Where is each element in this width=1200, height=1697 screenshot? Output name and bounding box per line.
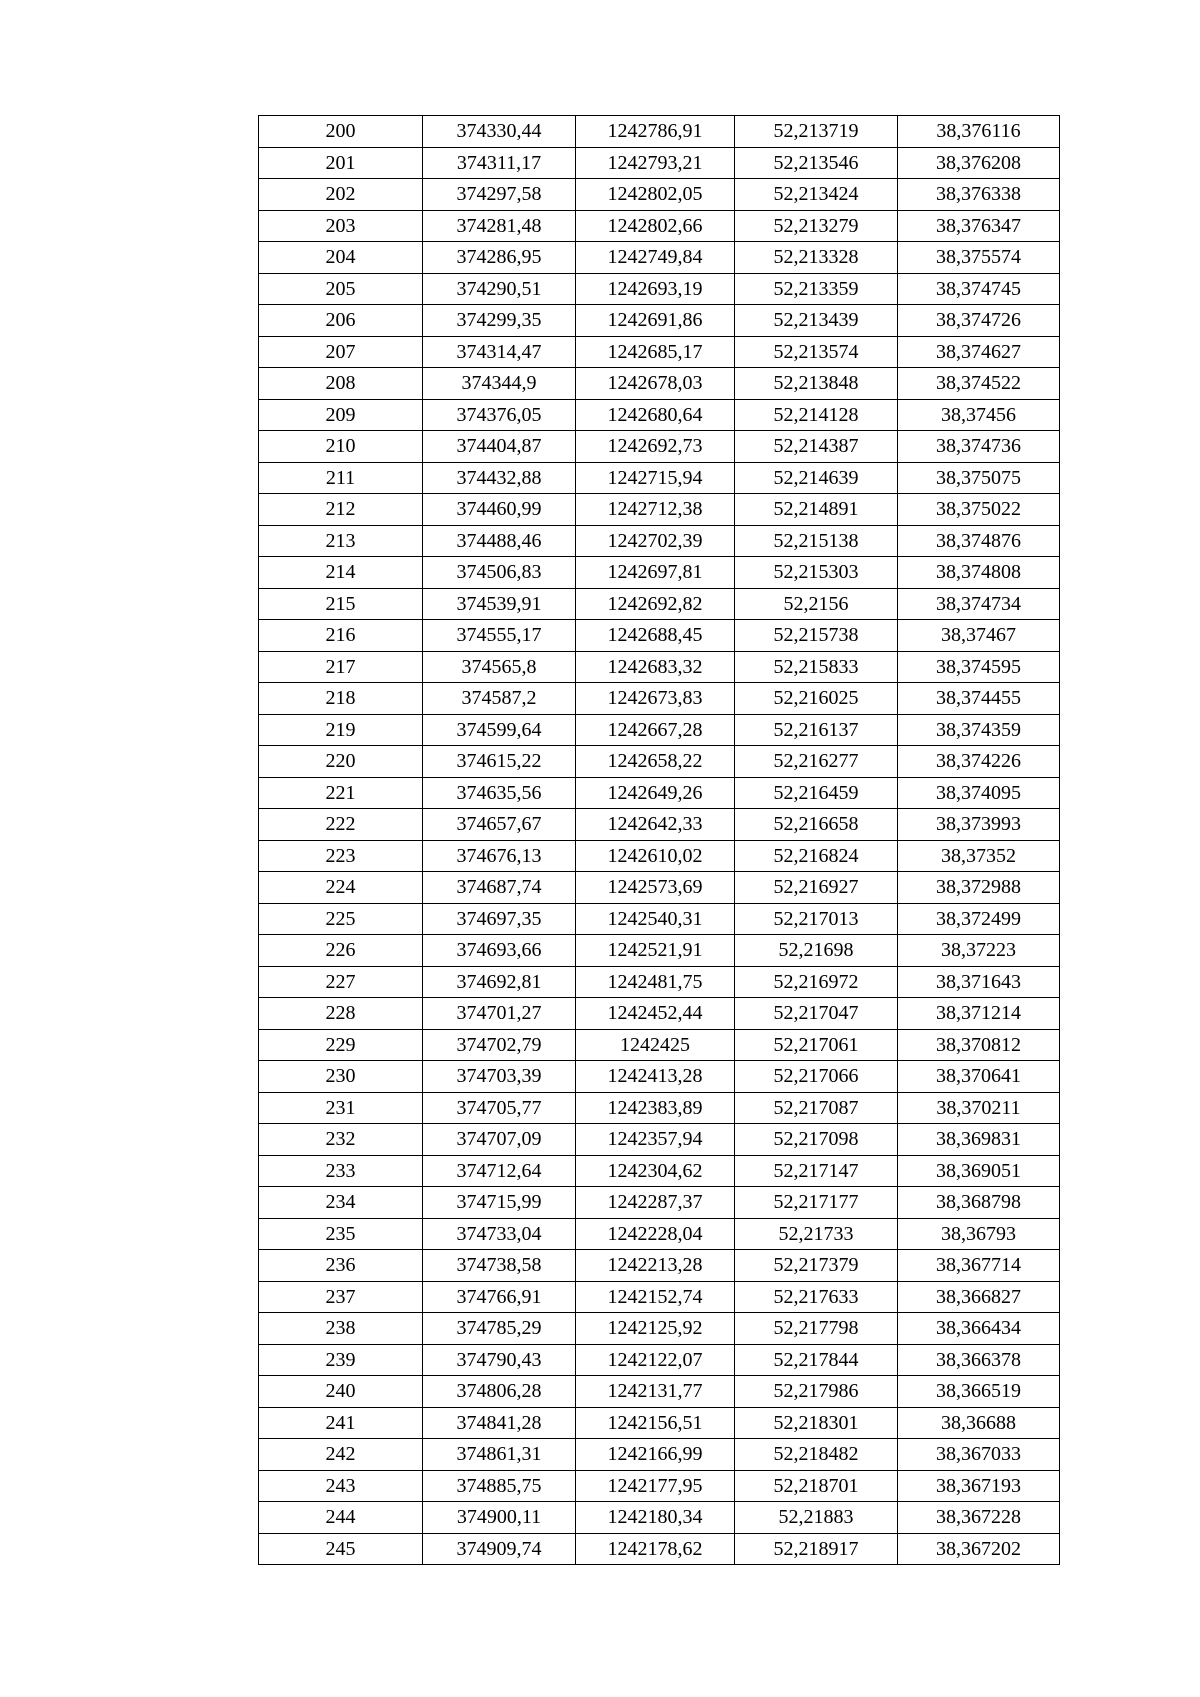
x-coordinate-cell: 374693,66 xyxy=(423,935,576,967)
table-row xyxy=(259,1029,1060,1061)
y-coordinate-cell: 1242452,44 xyxy=(576,998,735,1030)
point-number-cell: 244 xyxy=(259,1502,423,1534)
x-coordinate-cell: 374314,47 xyxy=(423,336,576,368)
point-number-cell: 213 xyxy=(259,525,423,557)
x-coordinate-cell: 374733,04 xyxy=(423,1218,576,1250)
x-coordinate-cell: 374790,43 xyxy=(423,1344,576,1376)
point-number-cell: 217 xyxy=(259,651,423,683)
latitude-cell: 52,214128 xyxy=(735,399,898,431)
point-number-cell: 201 xyxy=(259,147,423,179)
latitude-cell: 52,213546 xyxy=(735,147,898,179)
latitude-cell: 52,217633 xyxy=(735,1281,898,1313)
table-row xyxy=(259,903,1060,935)
y-coordinate-cell: 1242131,77 xyxy=(576,1376,735,1408)
table-row xyxy=(259,242,1060,274)
table-row xyxy=(259,998,1060,1030)
point-number-cell: 224 xyxy=(259,872,423,904)
latitude-cell: 52,216459 xyxy=(735,777,898,809)
latitude-cell: 52,216824 xyxy=(735,840,898,872)
y-coordinate-cell: 1242125,92 xyxy=(576,1313,735,1345)
latitude-cell: 52,216658 xyxy=(735,809,898,841)
point-number-cell: 218 xyxy=(259,683,423,715)
x-coordinate-cell: 374697,35 xyxy=(423,903,576,935)
longitude-cell: 38,376347 xyxy=(898,210,1060,242)
longitude-cell: 38,374455 xyxy=(898,683,1060,715)
table-row xyxy=(259,1470,1060,1502)
x-coordinate-cell: 374565,8 xyxy=(423,651,576,683)
table-row xyxy=(259,179,1060,211)
latitude-cell: 52,218301 xyxy=(735,1407,898,1439)
y-coordinate-cell: 1242683,32 xyxy=(576,651,735,683)
table-row xyxy=(259,336,1060,368)
y-coordinate-cell: 1242642,33 xyxy=(576,809,735,841)
y-coordinate-cell: 1242697,81 xyxy=(576,557,735,589)
table-row xyxy=(259,1187,1060,1219)
table-row xyxy=(259,1313,1060,1345)
table-row xyxy=(259,620,1060,652)
table-row xyxy=(259,1344,1060,1376)
longitude-cell: 38,374876 xyxy=(898,525,1060,557)
x-coordinate-cell: 374281,48 xyxy=(423,210,576,242)
latitude-cell: 52,21698 xyxy=(735,935,898,967)
point-number-cell: 219 xyxy=(259,714,423,746)
x-coordinate-cell: 374297,58 xyxy=(423,179,576,211)
point-number-cell: 203 xyxy=(259,210,423,242)
y-coordinate-cell: 1242304,62 xyxy=(576,1155,735,1187)
point-number-cell: 231 xyxy=(259,1092,423,1124)
x-coordinate-cell: 374909,74 xyxy=(423,1533,576,1565)
y-coordinate-cell: 1242540,31 xyxy=(576,903,735,935)
longitude-cell: 38,376338 xyxy=(898,179,1060,211)
longitude-cell: 38,370211 xyxy=(898,1092,1060,1124)
table-row xyxy=(259,872,1060,904)
longitude-cell: 38,366434 xyxy=(898,1313,1060,1345)
x-coordinate-cell: 374900,11 xyxy=(423,1502,576,1534)
y-coordinate-cell: 1242693,19 xyxy=(576,273,735,305)
table-row xyxy=(259,966,1060,998)
point-number-cell: 226 xyxy=(259,935,423,967)
y-coordinate-cell: 1242786,91 xyxy=(576,116,735,148)
y-coordinate-cell: 1242383,89 xyxy=(576,1092,735,1124)
table-row xyxy=(259,1155,1060,1187)
latitude-cell: 52,215738 xyxy=(735,620,898,652)
y-coordinate-cell: 1242685,17 xyxy=(576,336,735,368)
longitude-cell: 38,370641 xyxy=(898,1061,1060,1093)
point-number-cell: 242 xyxy=(259,1439,423,1471)
point-number-cell: 202 xyxy=(259,179,423,211)
latitude-cell: 52,217066 xyxy=(735,1061,898,1093)
table-row xyxy=(259,525,1060,557)
y-coordinate-cell: 1242521,91 xyxy=(576,935,735,967)
x-coordinate-cell: 374707,09 xyxy=(423,1124,576,1156)
y-coordinate-cell: 1242680,64 xyxy=(576,399,735,431)
latitude-cell: 52,217798 xyxy=(735,1313,898,1345)
table-row xyxy=(259,651,1060,683)
table-row xyxy=(259,683,1060,715)
y-coordinate-cell: 1242425 xyxy=(576,1029,735,1061)
longitude-cell: 38,371214 xyxy=(898,998,1060,1030)
x-coordinate-cell: 374488,46 xyxy=(423,525,576,557)
latitude-cell: 52,217047 xyxy=(735,998,898,1030)
longitude-cell: 38,376116 xyxy=(898,116,1060,148)
latitude-cell: 52,213439 xyxy=(735,305,898,337)
x-coordinate-cell: 374599,64 xyxy=(423,714,576,746)
x-coordinate-cell: 374555,17 xyxy=(423,620,576,652)
y-coordinate-cell: 1242658,22 xyxy=(576,746,735,778)
point-number-cell: 237 xyxy=(259,1281,423,1313)
longitude-cell: 38,374734 xyxy=(898,588,1060,620)
x-coordinate-cell: 374286,95 xyxy=(423,242,576,274)
x-coordinate-cell: 374785,29 xyxy=(423,1313,576,1345)
latitude-cell: 52,216137 xyxy=(735,714,898,746)
table-row xyxy=(259,494,1060,526)
latitude-cell: 52,216277 xyxy=(735,746,898,778)
table-row xyxy=(259,431,1060,463)
longitude-cell: 38,367228 xyxy=(898,1502,1060,1534)
latitude-cell: 52,217844 xyxy=(735,1344,898,1376)
point-number-cell: 228 xyxy=(259,998,423,1030)
longitude-cell: 38,367714 xyxy=(898,1250,1060,1282)
point-number-cell: 227 xyxy=(259,966,423,998)
x-coordinate-cell: 374861,31 xyxy=(423,1439,576,1471)
longitude-cell: 38,37352 xyxy=(898,840,1060,872)
x-coordinate-cell: 374692,81 xyxy=(423,966,576,998)
x-coordinate-cell: 374299,35 xyxy=(423,305,576,337)
latitude-cell: 52,217147 xyxy=(735,1155,898,1187)
longitude-cell: 38,372988 xyxy=(898,872,1060,904)
table-row xyxy=(259,1124,1060,1156)
point-number-cell: 243 xyxy=(259,1470,423,1502)
point-number-cell: 235 xyxy=(259,1218,423,1250)
point-number-cell: 221 xyxy=(259,777,423,809)
latitude-cell: 52,215303 xyxy=(735,557,898,589)
longitude-cell: 38,36793 xyxy=(898,1218,1060,1250)
latitude-cell: 52,216025 xyxy=(735,683,898,715)
table-row xyxy=(259,1533,1060,1565)
latitude-cell: 52,218701 xyxy=(735,1470,898,1502)
y-coordinate-cell: 1242122,07 xyxy=(576,1344,735,1376)
y-coordinate-cell: 1242691,86 xyxy=(576,305,735,337)
longitude-cell: 38,366378 xyxy=(898,1344,1060,1376)
longitude-cell: 38,366519 xyxy=(898,1376,1060,1408)
y-coordinate-cell: 1242228,04 xyxy=(576,1218,735,1250)
longitude-cell: 38,374808 xyxy=(898,557,1060,589)
coordinates-table-body xyxy=(259,116,1060,1565)
y-coordinate-cell: 1242156,51 xyxy=(576,1407,735,1439)
point-number-cell: 233 xyxy=(259,1155,423,1187)
latitude-cell: 52,213719 xyxy=(735,116,898,148)
point-number-cell: 209 xyxy=(259,399,423,431)
y-coordinate-cell: 1242715,94 xyxy=(576,462,735,494)
latitude-cell: 52,214639 xyxy=(735,462,898,494)
point-number-cell: 210 xyxy=(259,431,423,463)
y-coordinate-cell: 1242793,21 xyxy=(576,147,735,179)
latitude-cell: 52,215138 xyxy=(735,525,898,557)
latitude-cell: 52,213359 xyxy=(735,273,898,305)
point-number-cell: 225 xyxy=(259,903,423,935)
longitude-cell: 38,374736 xyxy=(898,431,1060,463)
longitude-cell: 38,371643 xyxy=(898,966,1060,998)
y-coordinate-cell: 1242610,02 xyxy=(576,840,735,872)
table-row xyxy=(259,714,1060,746)
y-coordinate-cell: 1242180,34 xyxy=(576,1502,735,1534)
latitude-cell: 52,213848 xyxy=(735,368,898,400)
longitude-cell: 38,374226 xyxy=(898,746,1060,778)
x-coordinate-cell: 374330,44 xyxy=(423,116,576,148)
x-coordinate-cell: 374715,99 xyxy=(423,1187,576,1219)
longitude-cell: 38,373993 xyxy=(898,809,1060,841)
table-row xyxy=(259,273,1060,305)
table-row xyxy=(259,116,1060,148)
y-coordinate-cell: 1242166,99 xyxy=(576,1439,735,1471)
y-coordinate-cell: 1242692,82 xyxy=(576,588,735,620)
table-row xyxy=(259,305,1060,337)
table-row xyxy=(259,368,1060,400)
point-number-cell: 212 xyxy=(259,494,423,526)
latitude-cell: 52,21883 xyxy=(735,1502,898,1534)
longitude-cell: 38,375075 xyxy=(898,462,1060,494)
y-coordinate-cell: 1242749,84 xyxy=(576,242,735,274)
point-number-cell: 207 xyxy=(259,336,423,368)
table-row xyxy=(259,588,1060,620)
longitude-cell: 38,368798 xyxy=(898,1187,1060,1219)
latitude-cell: 52,213328 xyxy=(735,242,898,274)
longitude-cell: 38,374627 xyxy=(898,336,1060,368)
x-coordinate-cell: 374738,58 xyxy=(423,1250,576,1282)
longitude-cell: 38,375574 xyxy=(898,242,1060,274)
latitude-cell: 52,214387 xyxy=(735,431,898,463)
y-coordinate-cell: 1242287,37 xyxy=(576,1187,735,1219)
x-coordinate-cell: 374290,51 xyxy=(423,273,576,305)
point-number-cell: 200 xyxy=(259,116,423,148)
point-number-cell: 204 xyxy=(259,242,423,274)
x-coordinate-cell: 374311,17 xyxy=(423,147,576,179)
point-number-cell: 216 xyxy=(259,620,423,652)
coordinates-table xyxy=(258,115,1060,1565)
table-row xyxy=(259,210,1060,242)
x-coordinate-cell: 374705,77 xyxy=(423,1092,576,1124)
point-number-cell: 241 xyxy=(259,1407,423,1439)
table-row xyxy=(259,1376,1060,1408)
y-coordinate-cell: 1242802,05 xyxy=(576,179,735,211)
x-coordinate-cell: 374841,28 xyxy=(423,1407,576,1439)
x-coordinate-cell: 374712,64 xyxy=(423,1155,576,1187)
latitude-cell: 52,217013 xyxy=(735,903,898,935)
point-number-cell: 234 xyxy=(259,1187,423,1219)
table-row xyxy=(259,1092,1060,1124)
y-coordinate-cell: 1242667,28 xyxy=(576,714,735,746)
longitude-cell: 38,36688 xyxy=(898,1407,1060,1439)
latitude-cell: 52,216972 xyxy=(735,966,898,998)
x-coordinate-cell: 374344,9 xyxy=(423,368,576,400)
point-number-cell: 206 xyxy=(259,305,423,337)
x-coordinate-cell: 374635,56 xyxy=(423,777,576,809)
latitude-cell: 52,214891 xyxy=(735,494,898,526)
x-coordinate-cell: 374657,67 xyxy=(423,809,576,841)
latitude-cell: 52,217986 xyxy=(735,1376,898,1408)
longitude-cell: 38,367202 xyxy=(898,1533,1060,1565)
table-row xyxy=(259,1250,1060,1282)
y-coordinate-cell: 1242802,66 xyxy=(576,210,735,242)
table-row xyxy=(259,1281,1060,1313)
point-number-cell: 211 xyxy=(259,462,423,494)
longitude-cell: 38,367193 xyxy=(898,1470,1060,1502)
latitude-cell: 52,217098 xyxy=(735,1124,898,1156)
longitude-cell: 38,374745 xyxy=(898,273,1060,305)
table-row xyxy=(259,147,1060,179)
y-coordinate-cell: 1242673,83 xyxy=(576,683,735,715)
x-coordinate-cell: 374766,91 xyxy=(423,1281,576,1313)
y-coordinate-cell: 1242481,75 xyxy=(576,966,735,998)
longitude-cell: 38,369051 xyxy=(898,1155,1060,1187)
table-row xyxy=(259,777,1060,809)
x-coordinate-cell: 374806,28 xyxy=(423,1376,576,1408)
table-row xyxy=(259,557,1060,589)
latitude-cell: 52,217087 xyxy=(735,1092,898,1124)
table-row xyxy=(259,809,1060,841)
latitude-cell: 52,217061 xyxy=(735,1029,898,1061)
longitude-cell: 38,374359 xyxy=(898,714,1060,746)
y-coordinate-cell: 1242678,03 xyxy=(576,368,735,400)
point-number-cell: 236 xyxy=(259,1250,423,1282)
point-number-cell: 222 xyxy=(259,809,423,841)
latitude-cell: 52,218917 xyxy=(735,1533,898,1565)
y-coordinate-cell: 1242712,38 xyxy=(576,494,735,526)
y-coordinate-cell: 1242688,45 xyxy=(576,620,735,652)
point-number-cell: 208 xyxy=(259,368,423,400)
table-row xyxy=(259,1218,1060,1250)
table-row xyxy=(259,1439,1060,1471)
x-coordinate-cell: 374506,83 xyxy=(423,557,576,589)
longitude-cell: 38,37223 xyxy=(898,935,1060,967)
x-coordinate-cell: 374615,22 xyxy=(423,746,576,778)
table-row xyxy=(259,1502,1060,1534)
longitude-cell: 38,37456 xyxy=(898,399,1060,431)
y-coordinate-cell: 1242357,94 xyxy=(576,1124,735,1156)
longitude-cell: 38,370812 xyxy=(898,1029,1060,1061)
y-coordinate-cell: 1242413,28 xyxy=(576,1061,735,1093)
point-number-cell: 232 xyxy=(259,1124,423,1156)
table-row xyxy=(259,935,1060,967)
y-coordinate-cell: 1242178,62 xyxy=(576,1533,735,1565)
latitude-cell: 52,213424 xyxy=(735,179,898,211)
y-coordinate-cell: 1242692,73 xyxy=(576,431,735,463)
y-coordinate-cell: 1242177,95 xyxy=(576,1470,735,1502)
table-row xyxy=(259,746,1060,778)
x-coordinate-cell: 374587,2 xyxy=(423,683,576,715)
latitude-cell: 52,218482 xyxy=(735,1439,898,1471)
y-coordinate-cell: 1242213,28 xyxy=(576,1250,735,1282)
point-number-cell: 245 xyxy=(259,1533,423,1565)
longitude-cell: 38,375022 xyxy=(898,494,1060,526)
longitude-cell: 38,374595 xyxy=(898,651,1060,683)
x-coordinate-cell: 374702,79 xyxy=(423,1029,576,1061)
longitude-cell: 38,374726 xyxy=(898,305,1060,337)
longitude-cell: 38,376208 xyxy=(898,147,1060,179)
table-row xyxy=(259,462,1060,494)
latitude-cell: 52,2156 xyxy=(735,588,898,620)
point-number-cell: 205 xyxy=(259,273,423,305)
latitude-cell: 52,213279 xyxy=(735,210,898,242)
y-coordinate-cell: 1242649,26 xyxy=(576,777,735,809)
latitude-cell: 52,216927 xyxy=(735,872,898,904)
longitude-cell: 38,37467 xyxy=(898,620,1060,652)
table-row xyxy=(259,1061,1060,1093)
point-number-cell: 223 xyxy=(259,840,423,872)
x-coordinate-cell: 374701,27 xyxy=(423,998,576,1030)
x-coordinate-cell: 374703,39 xyxy=(423,1061,576,1093)
point-number-cell: 230 xyxy=(259,1061,423,1093)
x-coordinate-cell: 374432,88 xyxy=(423,462,576,494)
y-coordinate-cell: 1242702,39 xyxy=(576,525,735,557)
latitude-cell: 52,215833 xyxy=(735,651,898,683)
latitude-cell: 52,21733 xyxy=(735,1218,898,1250)
table-row xyxy=(259,840,1060,872)
point-number-cell: 229 xyxy=(259,1029,423,1061)
longitude-cell: 38,369831 xyxy=(898,1124,1060,1156)
x-coordinate-cell: 374885,75 xyxy=(423,1470,576,1502)
table-row xyxy=(259,1407,1060,1439)
longitude-cell: 38,372499 xyxy=(898,903,1060,935)
x-coordinate-cell: 374687,74 xyxy=(423,872,576,904)
point-number-cell: 220 xyxy=(259,746,423,778)
point-number-cell: 215 xyxy=(259,588,423,620)
x-coordinate-cell: 374376,05 xyxy=(423,399,576,431)
longitude-cell: 38,367033 xyxy=(898,1439,1060,1471)
x-coordinate-cell: 374460,99 xyxy=(423,494,576,526)
point-number-cell: 240 xyxy=(259,1376,423,1408)
point-number-cell: 238 xyxy=(259,1313,423,1345)
x-coordinate-cell: 374404,87 xyxy=(423,431,576,463)
latitude-cell: 52,217177 xyxy=(735,1187,898,1219)
longitude-cell: 38,374095 xyxy=(898,777,1060,809)
latitude-cell: 52,213574 xyxy=(735,336,898,368)
y-coordinate-cell: 1242573,69 xyxy=(576,872,735,904)
y-coordinate-cell: 1242152,74 xyxy=(576,1281,735,1313)
longitude-cell: 38,366827 xyxy=(898,1281,1060,1313)
table-row xyxy=(259,399,1060,431)
point-number-cell: 239 xyxy=(259,1344,423,1376)
x-coordinate-cell: 374539,91 xyxy=(423,588,576,620)
longitude-cell: 38,374522 xyxy=(898,368,1060,400)
point-number-cell: 214 xyxy=(259,557,423,589)
latitude-cell: 52,217379 xyxy=(735,1250,898,1282)
x-coordinate-cell: 374676,13 xyxy=(423,840,576,872)
